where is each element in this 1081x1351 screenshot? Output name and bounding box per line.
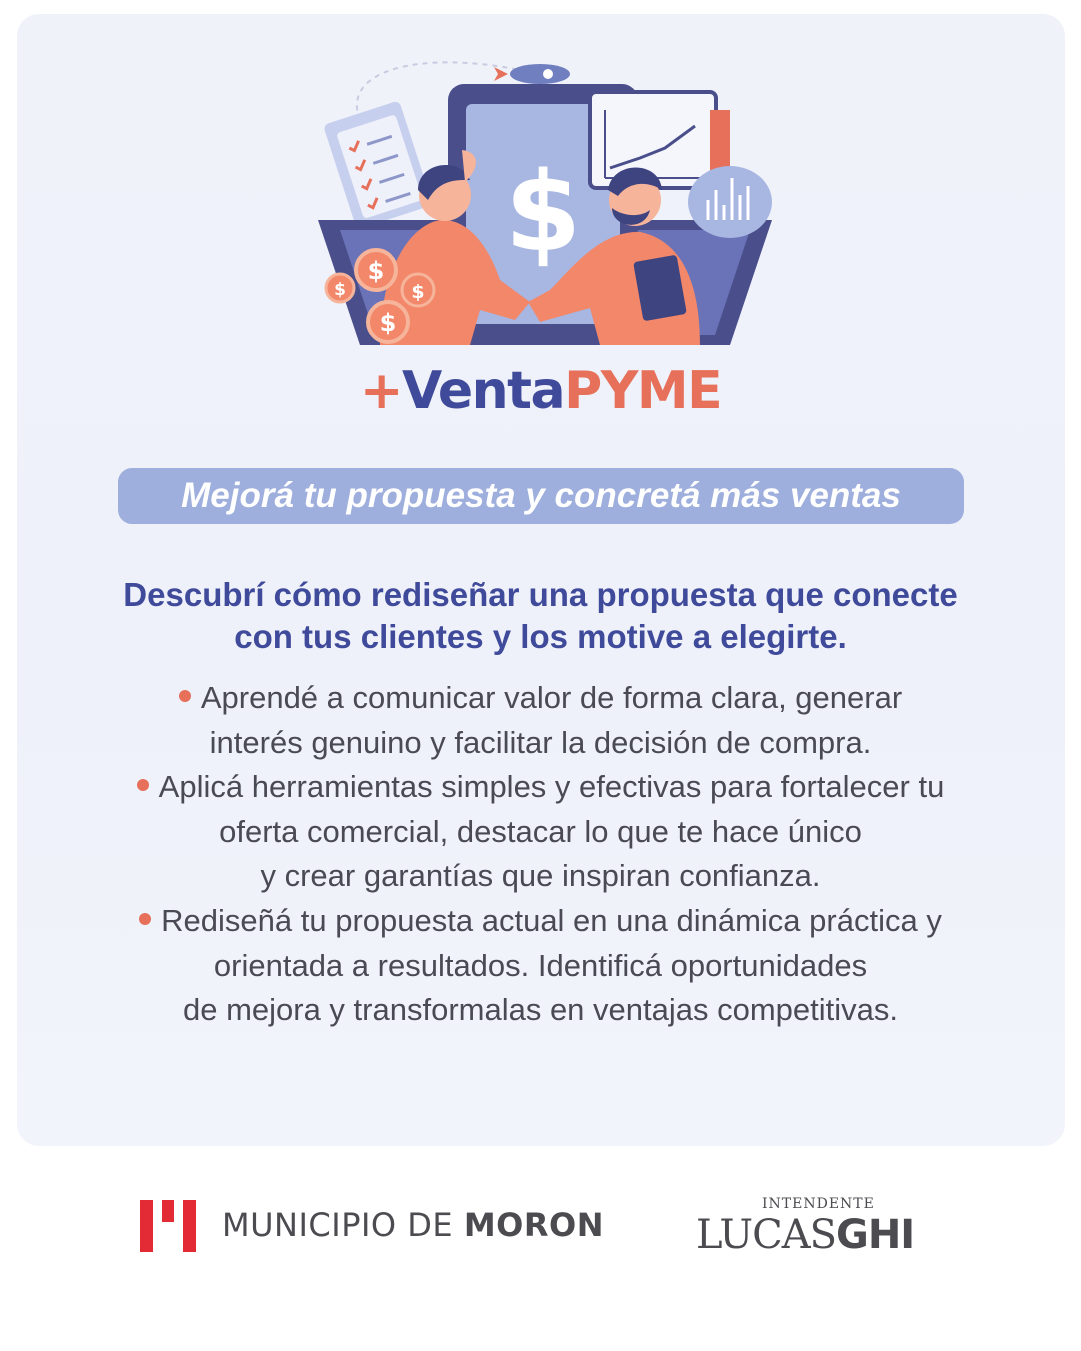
svg-text:$: $: [367, 257, 385, 285]
brand-logo: [0, 356, 1081, 426]
svg-text:$: $: [334, 280, 346, 300]
bullet-dot-icon: [179, 690, 191, 702]
bullet-dot-icon: [139, 913, 151, 925]
tagline-banner: Mejorá tu propuesta y concretá más ventas: [118, 468, 964, 524]
bullet-item: Aplicá herramientas simples y efectivas para fortalecer tu oferta comercial, destacar lo que te hace único y crear garantías que inspiran confianza.: [60, 765, 1021, 899]
svg-text:$: $: [504, 148, 582, 276]
brand-plus: +: [359, 361, 402, 421]
bullet-item: Rediseñá tu propuesta actual en una dinámica práctica y orientada a resultados. Identificá oportunidades de mejora y transformalas en ventajas competitivas.: [60, 899, 1021, 1033]
bullet-item: Aprendé a comunicar valor de forma clara, generar interés genuino y facilitar la decisión de compra.: [60, 676, 1021, 765]
handshake-sales-illustration: [300, 40, 790, 360]
clipboard-icon: [323, 100, 433, 229]
intendente-label: INTENDENTE: [762, 1196, 875, 1212]
headline-line-2: con tus clientes y los motive a elegirte.: [234, 618, 847, 655]
svg-text:$: $: [379, 309, 397, 337]
municipio-text: MUNICIPIO DE MORON: [222, 1206, 604, 1244]
intendente-logo: [696, 1196, 946, 1260]
brand-pyme: PYME: [564, 361, 722, 421]
svg-text:$: $: [411, 281, 425, 303]
moron-mark-icon: [140, 1198, 196, 1254]
headline-line-1: Descubrí cómo rediseñar una propuesta que conecte: [123, 576, 958, 613]
intendente-name: LUCASGHI: [696, 1212, 915, 1258]
headline: [60, 574, 1021, 658]
bullet-dot-icon: [137, 779, 149, 791]
bullet-list: [60, 676, 1021, 1033]
brand-venta: Venta: [401, 361, 565, 421]
